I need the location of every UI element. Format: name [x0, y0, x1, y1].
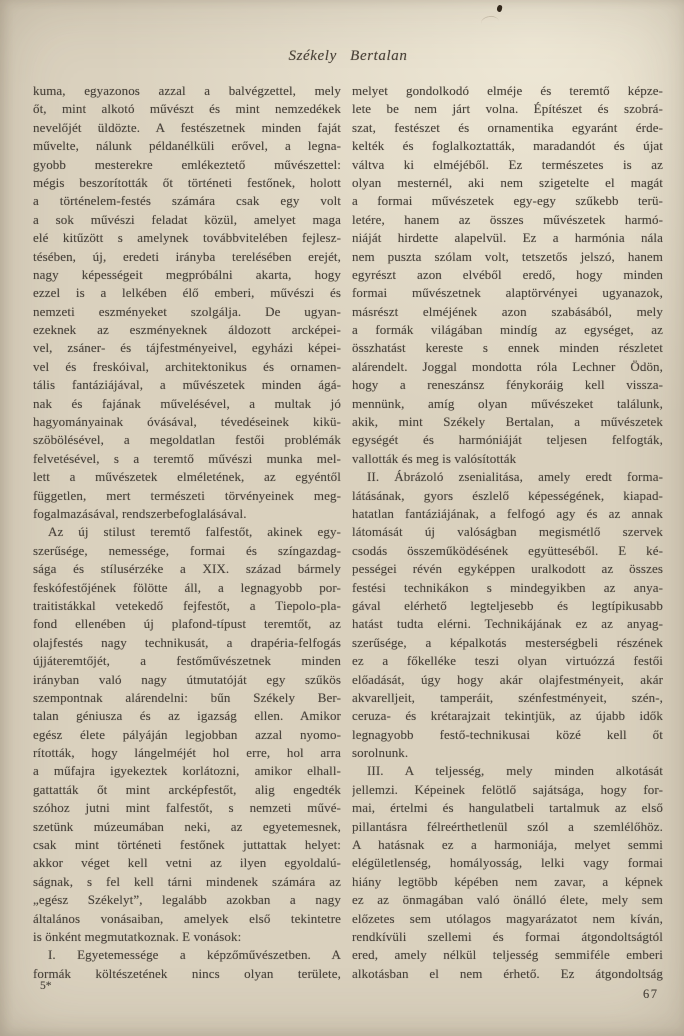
text-line: kelték és foglalkoztatták, maradandót és újat [352, 138, 663, 154]
text-line: vel, zsáner- és tájfestményeivel, egyházi képei- [33, 340, 341, 356]
text-line: előzetes sem utólagos magyarázatot nem kíván, [352, 910, 663, 926]
text-line: pillantásra félreérthetlenül szól a szemlélőhöz. [352, 818, 663, 834]
text-line: „egész Székelyt”, legalább azokban a nagy [33, 892, 341, 908]
text-line: művelte, nálunk példanélküli erővel, a legna- [33, 138, 341, 154]
text-line: szóhoz jutni mint falfestőt, s nemzeti művé- [33, 800, 341, 816]
text-line: gával elérhető legteljesebb és legtípikusabb [352, 597, 663, 613]
text-line: A hatásnak ez a harmoniája, melyet semmi [352, 837, 663, 853]
text-line: olajfestés nagy technikusát, a drapéria-felfogás [33, 634, 341, 650]
text-line: nemzeti eszményeket szolgálja. De ugyan- [33, 303, 341, 319]
text-line: hatást tudta elérni. Technikájának ez az anyag- [352, 616, 663, 632]
text-line: ezzel is a lelkében élő emberi, művészi és [33, 285, 341, 301]
left-column [33, 82, 341, 983]
text-line: olyan mesternél, aki nem szigetelte el magát [352, 174, 663, 190]
text-line: mai, értelmi és hangulatbeli tartalmuk az első [352, 800, 663, 816]
text-line: rították, hogy lángelméjét hol erre, hol arra [33, 745, 341, 761]
text-line: akvarelljeit, tamperáit, szénfestményeit, szén-, [352, 689, 663, 705]
text-line: letére, hanem az összes művészetek harmó- [352, 211, 663, 227]
text-line: nagy képességeit megpróbálni akarta, hogy [33, 266, 341, 282]
text-line: gattatták őt mint arcképfestőt, alig engedték [33, 781, 341, 797]
text-line: sorolnunk. [352, 745, 409, 761]
text-line: fogalmazásával, rendszerbefoglalásával. [33, 505, 247, 521]
text-line: szetünk múzeumában neki, az egyetemesnek, [33, 818, 341, 834]
text-line: egységét és harmóniáját teljesen felfogták, [352, 432, 663, 448]
text-line: jellemzi. Képeinek felötlő sajátsága, hogy for- [352, 781, 663, 797]
text-line: szat, festészet és ornamentika egyaránt érde- [352, 119, 663, 135]
text-line: formák költészetének nincs olyan területe, [33, 965, 341, 981]
text-line: szempontnak alárendelni: bűn Székely Ber- [33, 689, 341, 705]
text-line: I. Egyetemessége a képzőművészetben. A [48, 947, 341, 963]
text-line: a műfajra igyekeztek korlátozni, amikor elhall- [33, 763, 341, 779]
text-line: őt, mint alkotó művészt és mint nemzedékek [33, 101, 341, 117]
text-line: legnagyobb festő-technikusai közé kell őt [352, 726, 663, 742]
text-line: váltva ki elméjéből. Ez természetes is az [352, 156, 663, 172]
text-line: akkor véget kell vetni az ilyen egyoldalú- [33, 855, 341, 871]
text-line: lete be nem járt volna. Építészet és szobrá- [352, 101, 663, 117]
text-line: niáját hirdette alapelvül. Ez a harmónia nála [352, 230, 663, 246]
text-line: is önként megmutatkoznak. E vonások: [33, 928, 242, 944]
text-line: elégületlenség, homályosság, lelki vagy formai [352, 855, 663, 871]
text-line: szerűsége, a képalkotás mesterségbeli részének [352, 634, 663, 650]
text-line: lett a művészetek elméletének, az egyéntől [33, 469, 341, 485]
text-line: másrészt elméjének azon szabásából, mely [352, 303, 663, 319]
text-line: ez a főkelléke teszi olyan virtuózzá festői [352, 653, 663, 669]
text-line: elé kitűzött s amelynek továbbvitelében fejlesz- [33, 230, 341, 246]
text-line: mégis beszorították őt történeti festőnek, holott [33, 174, 341, 190]
text-line: általános vonásaiban, amelyek első tekintetre [33, 910, 341, 926]
text-line: vel és freskóival, architektonikus és ornamen- [33, 358, 341, 374]
text-line: II. Ábrázoló zsenialitása, amely eredt forma- [367, 469, 663, 485]
text-line: nak és fajának művelésével, a multak jó [33, 395, 341, 411]
text-line: fond ellenében új plafond-típust teremtőt, az [33, 616, 341, 632]
text-line: mennünk, amíg olyan művészeket találunk, [352, 395, 663, 411]
text-line: ságnak, s fel kell tárni mindenek számára az [33, 873, 341, 889]
text-line: nevelőjét üldözte. A festészetnek minden faját [33, 119, 341, 135]
text-line: ez az önmagában való önálló élete, mely sem [352, 892, 663, 908]
text-line: ceruza- és krétarajzait tekintjük, az újabb idők [352, 708, 663, 724]
text-line: akik, mint Székely Bertalan, a művészetek [352, 414, 663, 430]
text-line: ered, amely nélkül teljesség semmiféle emberi [352, 947, 663, 963]
text-line: vallották és meg is valósították [352, 450, 517, 466]
text-line: hagyományainak óvásával, tévedéseinek kikü- [33, 414, 341, 430]
text-line: III. A teljesség, mely minden alkotását [367, 763, 663, 779]
text-line: csodás összeműködésének együtteséből. E ké- [352, 542, 663, 558]
text-line: a formai művészetek egy-egy szűkebb terü- [352, 193, 663, 209]
text-line: hiány legtöbb képében nem zavar, a képnek [352, 873, 663, 889]
text-line: látomását új valóságban megismétlő szervek [352, 524, 663, 540]
text-line: a történelem-festés számára csak egy volt [33, 193, 341, 209]
text-line: alárendelt. Joggal mondotta róla Lechner Ödön, [352, 358, 663, 374]
page-number: 67 [643, 987, 659, 1001]
text-line: egyrészt azon elvéből eredő, hogy minden [352, 266, 663, 282]
text-line: feskófestőjének fölötte áll, a legnagyobb por- [33, 579, 341, 595]
text-line: irányban való nagy útmutatóját egy szűkös [33, 671, 341, 687]
text-line: festési technikákon s mindegyikben az anya- [352, 579, 663, 595]
faint-scratch-mark [480, 15, 500, 30]
text-line: nem puszta szólam volt, tetszetős jelszó, hanem [352, 248, 663, 264]
text-line: felvetésével, s a teremtő művészi munka mel- [33, 450, 341, 466]
right-column [352, 82, 663, 983]
text-line: a formák világában mindíg az egységet, az [352, 322, 663, 338]
text-line: tésében, új, eredeti irányba terelésében erejét, [33, 248, 341, 264]
text-line: pességei révén egyképpen uralkodott az összes [352, 561, 663, 577]
text-line: ezeknek az eszményeknek áldozott arcképei- [33, 322, 341, 338]
text-line: sága és stílusérzéke a XIX. század bármely [33, 561, 341, 577]
text-line: újjáteremtőjét, a festőművészetnek minden [33, 653, 341, 669]
text-line: egész élete pályáján legjobban azzal nyomo- [33, 726, 341, 742]
text-line: gyobb mesterekre emlékeztető művészettel: [33, 156, 341, 172]
signature-mark: 5* [40, 980, 52, 992]
text-line: látásának, gyors észlelő képességének, kiapad- [352, 487, 663, 503]
text-line: tális fantáziájával, a művészetek minden ágá- [33, 377, 341, 393]
text-line: szerűsége, nemessége, formai és színgazdag- [33, 542, 341, 558]
text-line: a sok művészi feladat közül, amelyet maga [33, 211, 341, 227]
text-line: szöbölésével, a megoldatlan festői problémák [33, 432, 341, 448]
ink-speck [496, 5, 502, 13]
text-line: kuma, egyazonos azzal a balvégzettel, mely [33, 83, 341, 98]
text-line: alkotásban el nem érhető. Ez átgondoltság [352, 965, 663, 981]
text-line: traitistákkal vetekedő fejfestőt, a Tiepolo-pla- [33, 597, 341, 613]
text-line: hogy a reneszánsz fénykoráig kell vissza- [352, 377, 663, 393]
running-header [33, 48, 663, 65]
text-line: független, mert természeti törvényeinek meg- [33, 487, 341, 503]
text-line: rendkívüli szellemi és formai átgondoltságtól [352, 928, 663, 944]
running-header-title: Székely Bertalan [288, 48, 408, 64]
text-line: csak mint történeti festőnek juttattak helyet: [33, 837, 341, 853]
text-line: formai művészetnek alaptörvényei ugyanazok, [352, 285, 663, 301]
text-line: összhatást kereste s ennek minden részletet [352, 340, 663, 356]
text-line: előadását, úgy hogy akár olajfestményeit, akár [352, 671, 663, 687]
text-line: hatatlan fantáziájának, a felfogó agy és az annak [352, 505, 663, 521]
text-line: talan géniusza és az igazság ellen. Amikor [33, 708, 341, 724]
text-line: Az új stilust teremtő falfestőt, akinek egy- [48, 524, 341, 540]
text-line: melyet gondolkodó elméje és teremtő képze- [352, 83, 663, 98]
